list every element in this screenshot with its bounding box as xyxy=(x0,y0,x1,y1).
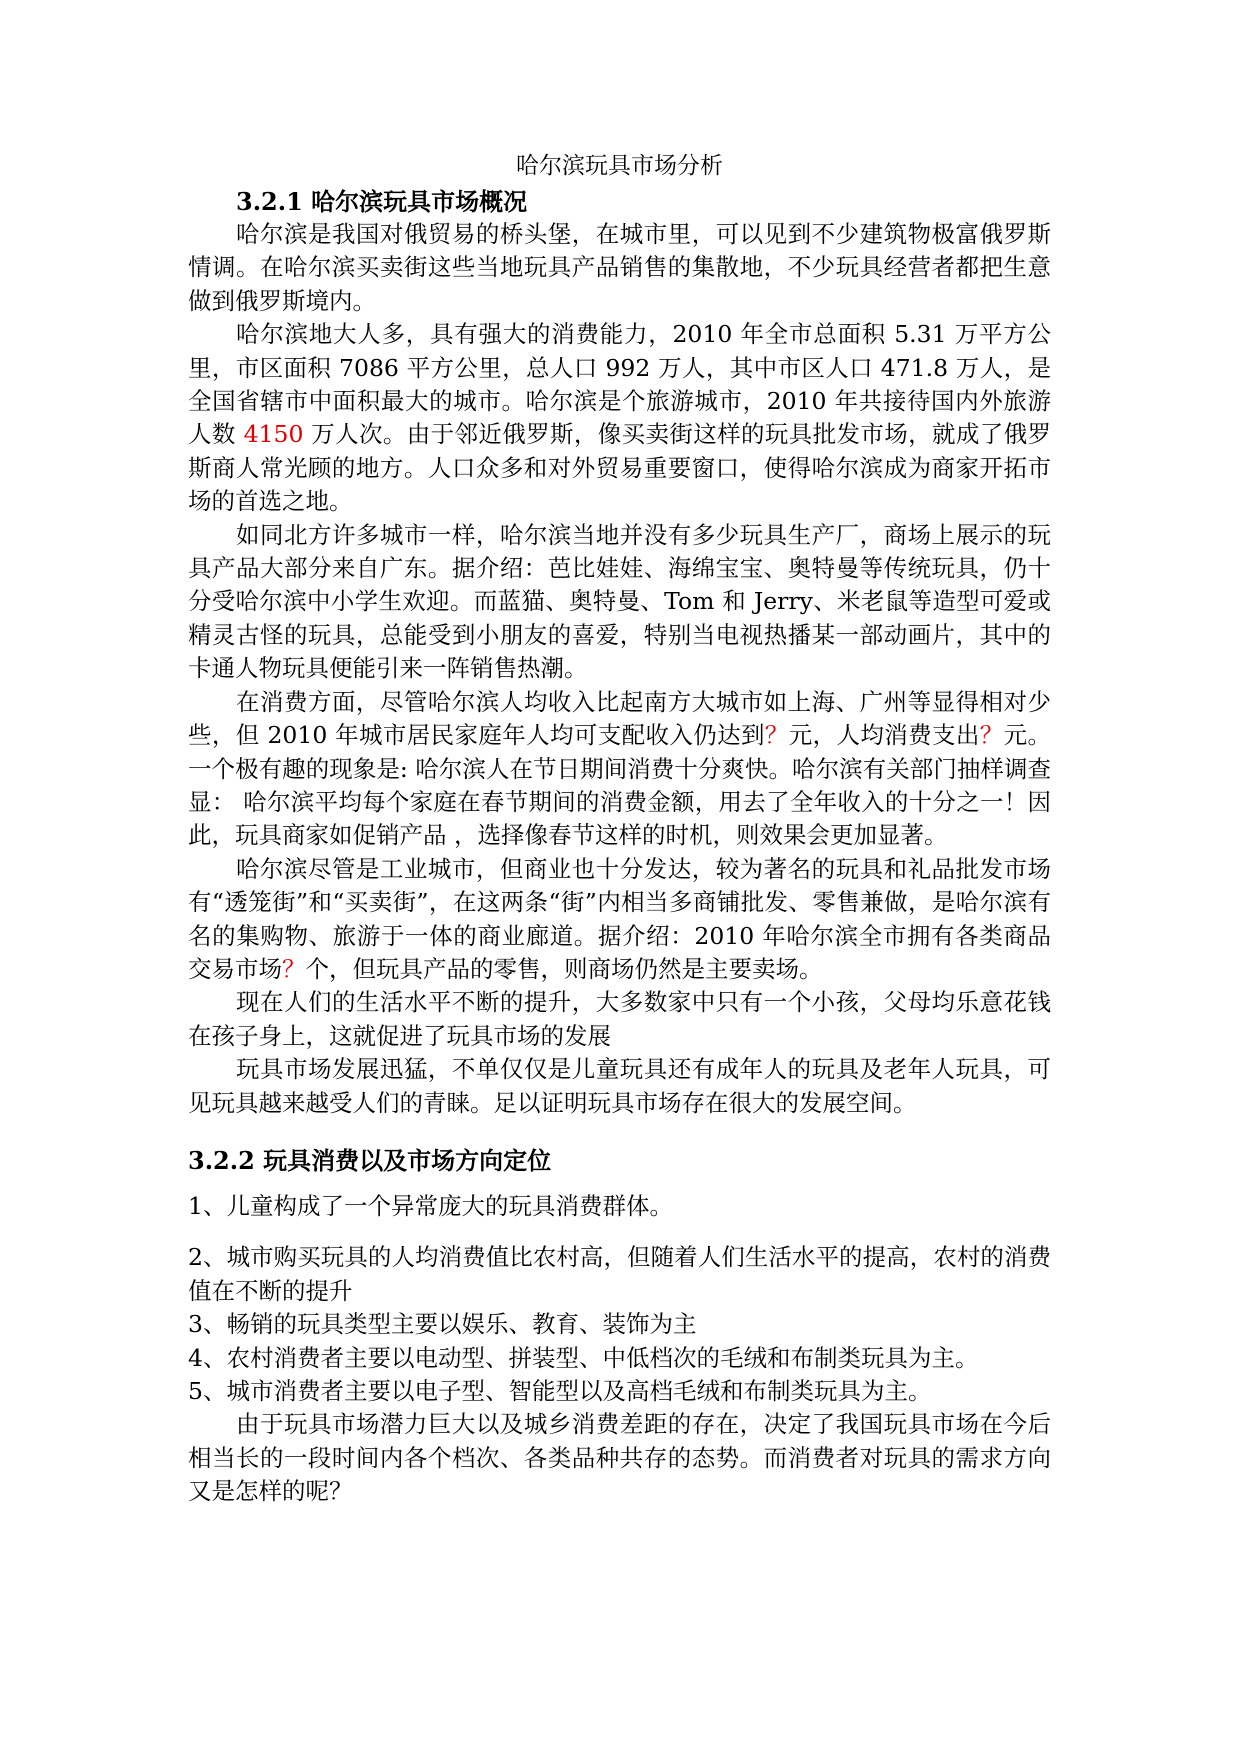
list-item: 2、城市购买玩具的人均消费值比农村高，但随着人们生活水平的提高，农村的消费值在不断的提升 xyxy=(188,1243,1051,1305)
document-title: 哈尔滨玩具市场分析 xyxy=(516,153,723,179)
paragraph-2 xyxy=(188,318,1051,518)
paragraph-2-text-b: 万人次。由于邻近俄罗斯，像买卖街这样的玩具批发市场，就成了俄罗斯商人常光顾的地方。人口众多和对外贸易重要窗口，使得哈尔滨成为商家开拓市场的首选之地。 xyxy=(188,420,1051,516)
paragraph-4 xyxy=(188,686,1051,853)
paragraph-6: 现在人们的生活水平不断的提升，大多数家中只有一个小孩，父母均乐意花钱在孩子身上，这就促进了玩具市场的发展 xyxy=(188,988,1051,1050)
tourist-count-highlight: 4150 xyxy=(243,420,304,449)
positioning-list xyxy=(188,1190,1051,1408)
spending-placeholder-highlight: ？ xyxy=(979,721,1004,750)
document-page xyxy=(188,148,1051,1509)
paragraph-4-text-c: 元。一个极有趣的现象是: 哈尔滨人在节日期间消费十分爽快。哈尔滨有关部门抽样调查显： 哈尔滨平均每个家庭在春节期间的消费金额，用去了全年收入的十分之一！因此，玩具商家如促销产品 ，选择像春节这样的时机，则效果会更加显著。 xyxy=(188,721,1051,850)
list-item: 4、农村消费者主要以电动型、拼装型、中低档次的毛绒和布制类玩具为主。 xyxy=(188,1343,979,1372)
income-placeholder-highlight: ？ xyxy=(764,721,789,750)
paragraph-7: 玩具市场发展迅猛，不单仅仅是儿童玩具还有成年人的玩具及老年人玩具，可见玩具越来越受人们的青睐。足以证明玩具市场存在很大的发展空间。 xyxy=(188,1055,1051,1117)
section-heading-3-2-1: 3.2.1 哈尔滨玩具市场概况 xyxy=(236,187,528,216)
paragraph-4-text-a: 在消费方面，尽管哈尔滨人均收入比起南方大城市如上海、广州等显得相对少些，但 2010 年城市居民家庭年人均可支配收入仍达到 xyxy=(188,687,1051,750)
list-item: 3、畅销的玩具类型主要以娱乐、教育、装饰为主 xyxy=(188,1310,697,1339)
paragraph-5-text-a: 哈尔滨尽管是工业城市，但商业也十分发达，较为著名的玩具和礼品批发市场有“透笼街”和“买卖街”，在这两条“街”内相当多商铺批发、零售兼做，是哈尔滨有名的集购物、旅游于一体的商业廊道。据介绍：2010 年哈尔滨全市拥有各类商品交易市场 xyxy=(188,854,1051,983)
paragraph-3: 如同北方许多城市一样，哈尔滨当地并没有多少玩具生产厂，商场上展示的玩具产品大部分来自广东。据介绍：芭比娃娃、海绵宝宝、奥特曼等传统玩具，仍十分受哈尔滨中小学生欢迎。而蓝猫、奥特曼、Tom 和 Jerry、米老鼠等造型可爱或精灵古怪的玩具，总能受到小朋友的喜爱，特别当电视热播某一部动画片，其中的卡通人物玩具便能引来一阵销售热潮。 xyxy=(188,520,1051,683)
closing-paragraph: 由于玩具市场潜力巨大以及城乡消费差距的存在，决定了我国玩具市场在今后相当长的一段时间内各个档次、各类品种共存的态势。而消费者对玩具的需求方向又是怎样的呢？ xyxy=(188,1410,1051,1506)
paragraph-4-text-b: 元，人均消费支出 xyxy=(788,721,980,750)
list-item: 5、城市消费者主要以电子型、智能型以及高档毛绒和布制类玩具为主。 xyxy=(188,1377,932,1405)
list-item: 1、儿童构成了一个异常庞大的玩具消费群体。 xyxy=(188,1191,673,1220)
paragraph-5-text-b: 个，但玩具产品的零售，则商场仍然是主要卖场。 xyxy=(305,954,823,983)
market-count-placeholder-highlight: ？ xyxy=(282,954,306,983)
paragraph-1: 哈尔滨是我国对俄贸易的桥头堡，在城市里，可以见到不少建筑物极富俄罗斯情调。在哈尔滨买卖街这些当地玩具产品销售的集散地，不少玩具经营者都把生意做到俄罗斯境内。 xyxy=(188,220,1051,315)
section-heading-3-2-2: 3.2.2 玩具消费以及市场方向定位 xyxy=(188,1145,552,1175)
paragraph-2-text-a: 哈尔滨地大人多，具有强大的消费能力，2010 年全市总面积 5.31 万平方公里，市区面积 7086 平方公里，总人口 992 万人，其中市区人口 471.8 万人，是全国省辖市中面积最大的城市。哈尔滨是个旅游城市，2010 年共接待国内外旅游人数 xyxy=(188,320,1051,449)
paragraph-5 xyxy=(188,853,1051,987)
